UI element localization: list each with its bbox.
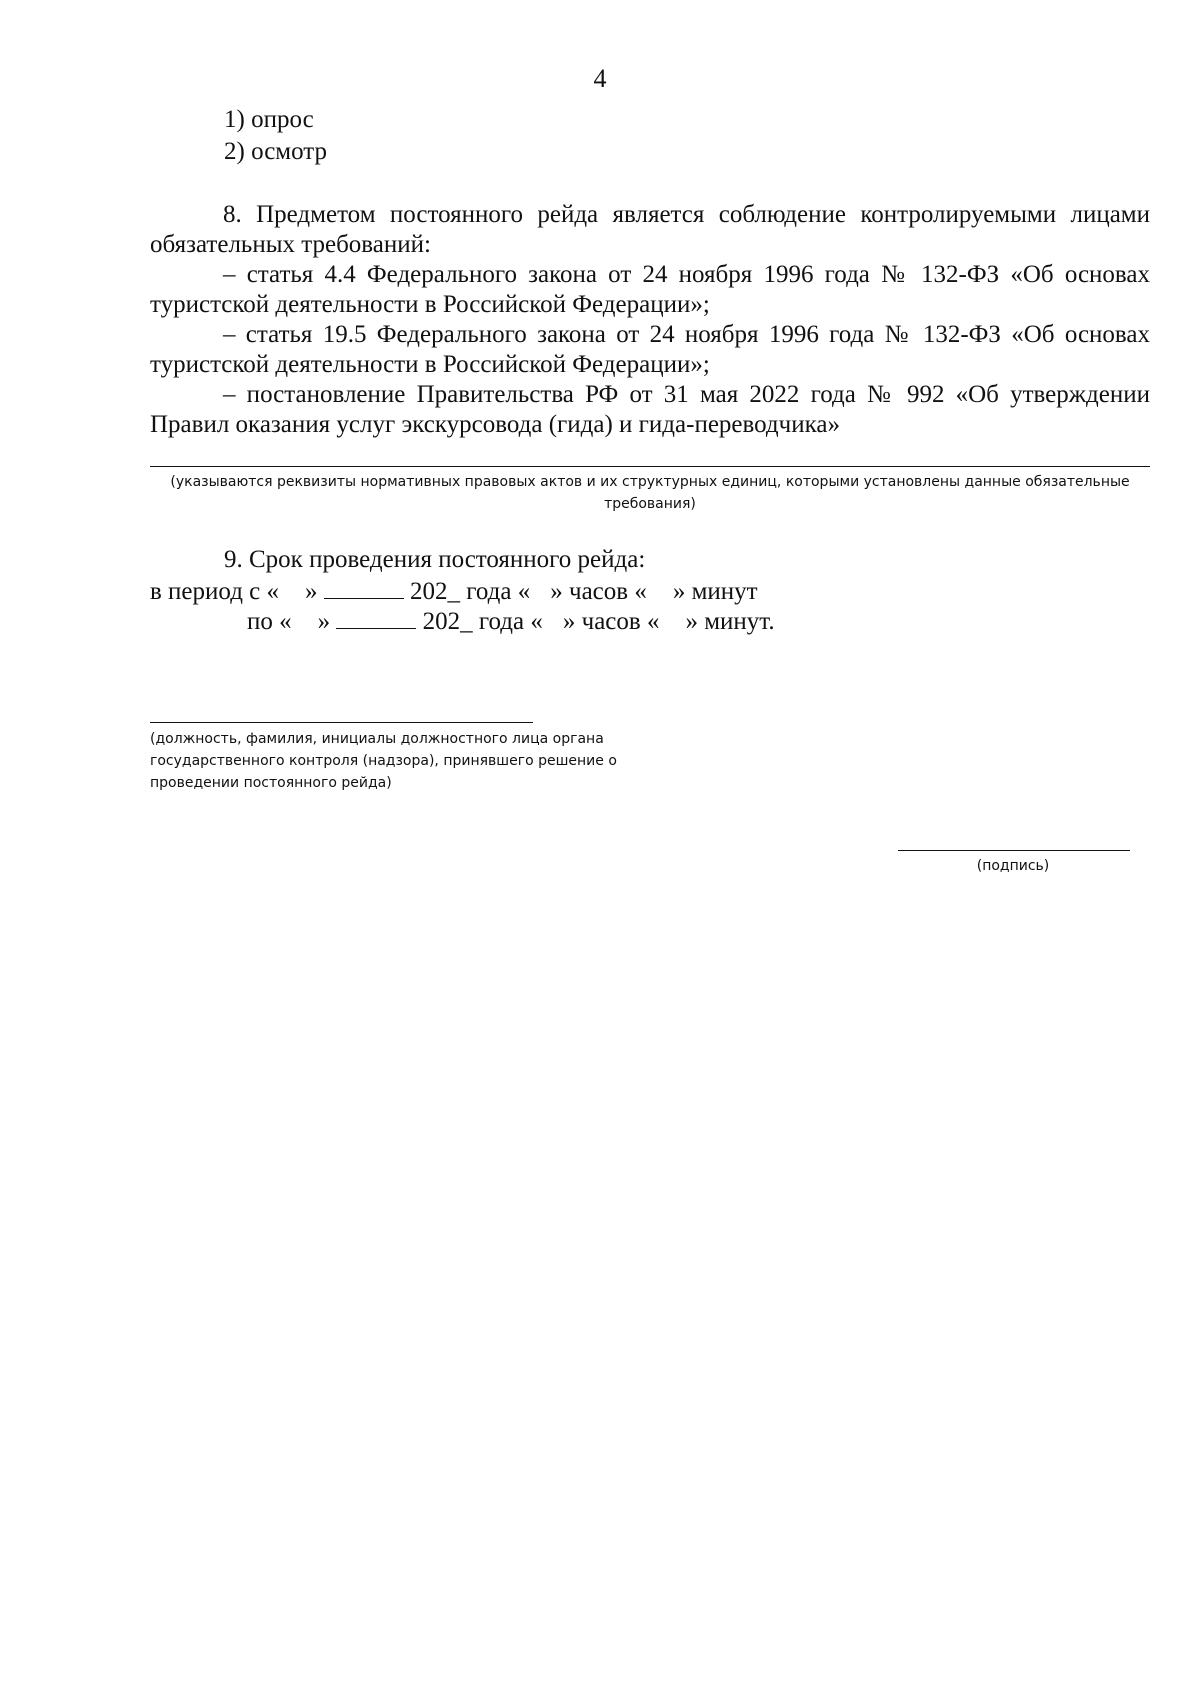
to-year: 202_ года « [422, 608, 543, 635]
official-underline [150, 722, 533, 723]
to-prefix: по « [247, 608, 292, 635]
requirement-item: – статья 4.4 Федерального закона от 24 ноября 1996 года № 132-ФЗ «Об основах туристской деятельности в Российской Федерации»; [150, 261, 1150, 318]
signature-label: (подпись) [976, 858, 1050, 874]
method-item-survey: 1) опрос [224, 106, 314, 133]
to-month-blank [336, 606, 416, 629]
official-note: (должность, фамилия, инициалы должностного лица органа государственного контроля (надзора), принявшего решение о проведении постоянного рейда) [150, 731, 617, 791]
signature-underline [898, 850, 1130, 851]
period-to-line [247, 606, 775, 637]
period-from-line [150, 576, 758, 607]
requirement-item: – статья 19.5 Федерального закона от 24 ноября 1996 года № 132-ФЗ «Об основах туристской деятельности в Российской Федерации»; [150, 321, 1150, 378]
from-year: 202_ года « [410, 578, 531, 605]
from-month-blank [324, 576, 404, 599]
requirements-note: (указываются реквизиты нормативных правовых актов и их структурных единиц, которыми установлены данные обязательные требования) [170, 474, 1130, 512]
method-item-inspection: 2) осмотр [224, 138, 328, 165]
section-8 [150, 200, 1150, 440]
from-day-close: » [305, 578, 318, 605]
from-hours: » часов « [550, 578, 647, 605]
section-8-heading: 8. Предметом постоянного рейда является соблюдение контролируемыми лицами обязательных требований: [150, 201, 1150, 258]
requirements-underline [150, 466, 1150, 467]
from-minutes: » минут [672, 578, 758, 605]
page-number: 4 [593, 64, 607, 93]
requirement-item: – постановление Правительства РФ от 31 мая 2022 года № 992 «Об утверждении Правил оказания услуг экскурсовода (гида) и гида-переводчика» [150, 381, 1150, 438]
section-9-heading: 9. Срок проведения постоянного рейда: [224, 546, 646, 573]
to-hours: » часов « [562, 608, 660, 635]
to-day-close: » [317, 608, 331, 635]
from-prefix: в период с « [150, 578, 280, 605]
to-minutes: » минут. [685, 608, 775, 635]
